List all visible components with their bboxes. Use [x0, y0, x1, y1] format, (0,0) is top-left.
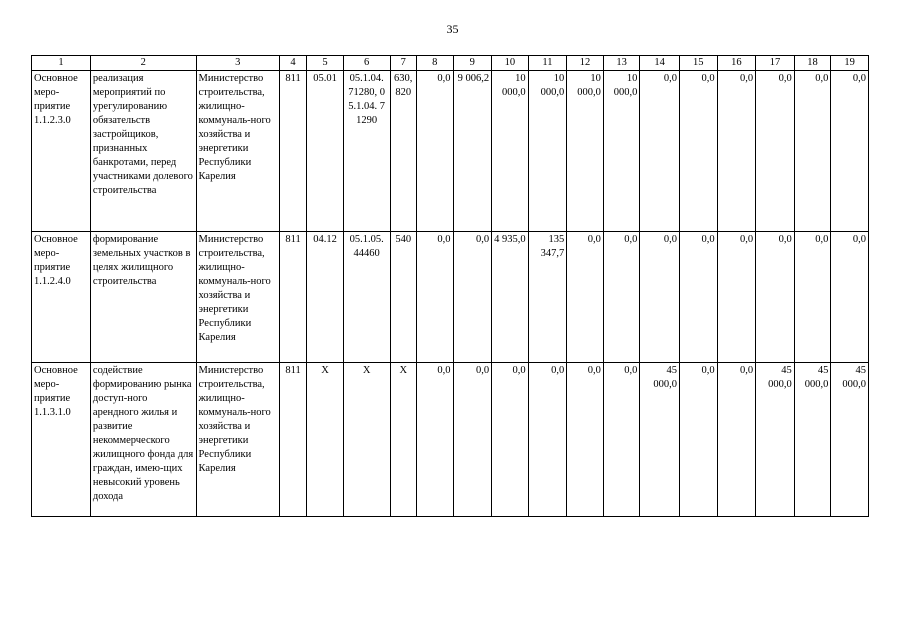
column-header: 16 [717, 56, 756, 71]
table-cell: 540 [390, 232, 416, 363]
table-cell: 0,0 [794, 232, 831, 363]
table-cell: 811 [279, 363, 306, 517]
table-cell: 0,0 [679, 363, 717, 517]
table-cell: 0,0 [416, 71, 453, 232]
table-cell: 0,0 [717, 363, 756, 517]
table-cell: 0,0 [416, 232, 453, 363]
table-cell: 45 000,0 [756, 363, 795, 517]
table-cell: 811 [279, 71, 306, 232]
table-cell: 0,0 [416, 363, 453, 517]
table-cell: 0,0 [679, 232, 717, 363]
column-header: 1 [32, 56, 91, 71]
responsible-executor: Министерство строительства, жилищно-коммуналь-ного хозяйства и энергетики Республики Карелия [196, 232, 279, 363]
column-header: 10 [492, 56, 529, 71]
column-header: 5 [307, 56, 344, 71]
table-cell: 04.12 [307, 232, 344, 363]
column-header: 17 [756, 56, 795, 71]
column-header: 9 [453, 56, 492, 71]
column-header: 11 [528, 56, 567, 71]
column-header: 7 [390, 56, 416, 71]
event-description: содействие формированию рынка доступ-ного арендного жилья и развитие некоммерческого жилищного фонда для граждан, имею-щих невысокий уровень дохода [90, 363, 196, 517]
table-cell: 05.1.05. 44460 [343, 232, 390, 363]
table-cell: 0,0 [603, 232, 640, 363]
column-header: 3 [196, 56, 279, 71]
table-cell: X [307, 363, 344, 517]
column-header: 8 [416, 56, 453, 71]
column-header: 6 [343, 56, 390, 71]
table-cell: 05.1.04. 71280, 05.1.04. 71290 [343, 71, 390, 232]
table-cell: 0,0 [603, 363, 640, 517]
table-cell: 811 [279, 232, 306, 363]
table-cell: 0,0 [640, 232, 680, 363]
table-cell: 0,0 [794, 71, 831, 232]
budget-table [31, 55, 869, 517]
column-header: 14 [640, 56, 680, 71]
column-header: 4 [279, 56, 306, 71]
column-header: 2 [90, 56, 196, 71]
table-cell: 0,0 [831, 71, 869, 232]
event-description: реализация мероприятий по урегулированию обязательств застройщиков, признанных банкротами, перед участниками долевого строительства [90, 71, 196, 232]
table-cell: 10 000,0 [492, 71, 529, 232]
page-number: 35 [446, 22, 459, 36]
event-name: Основное меро-приятие 1.1.2.3.0 [32, 71, 91, 232]
table-cell: 0,0 [831, 232, 869, 363]
table-cell: 0,0 [528, 363, 567, 517]
table-row [32, 363, 869, 517]
event-description: формирование земельных участков в целях жилищного строительства [90, 232, 196, 363]
table-cell: 0,0 [492, 363, 529, 517]
table-cell: 135 347,7 [528, 232, 567, 363]
table-cell: 0,0 [717, 71, 756, 232]
responsible-executor: Министерство строительства, жилищно-коммуналь-ного хозяйства и энергетики Республики Карелия [196, 363, 279, 517]
column-header: 13 [603, 56, 640, 71]
table-cell: 4 935,0 [492, 232, 529, 363]
column-header: 15 [679, 56, 717, 71]
table-cell: 0,0 [679, 71, 717, 232]
event-name: Основное меро-приятие 1.1.3.1.0 [32, 363, 91, 517]
column-header: 19 [831, 56, 869, 71]
table-cell: 0,0 [567, 363, 604, 517]
table-cell: 0,0 [756, 232, 795, 363]
table-row [32, 232, 869, 363]
table-cell: 45 000,0 [794, 363, 831, 517]
table-row [32, 71, 869, 232]
table-cell: 10 000,0 [603, 71, 640, 232]
table-cell: 10 000,0 [567, 71, 604, 232]
column-header: 18 [794, 56, 831, 71]
table-cell: 0,0 [453, 232, 492, 363]
table-cell: 0,0 [567, 232, 604, 363]
table-cell: 45 000,0 [831, 363, 869, 517]
table-cell: 0,0 [640, 71, 680, 232]
column-header: 12 [567, 56, 604, 71]
table-cell: X [390, 363, 416, 517]
table-cell: 630, 820 [390, 71, 416, 232]
table-cell: 9 006,2 [453, 71, 492, 232]
responsible-executor: Министерство строительства, жилищно-коммуналь-ного хозяйства и энергетики Республики Карелия [196, 71, 279, 232]
table-cell: X [343, 363, 390, 517]
table-cell: 45 000,0 [640, 363, 680, 517]
table-cell: 0,0 [756, 71, 795, 232]
table-cell: 0,0 [717, 232, 756, 363]
header-row [32, 56, 869, 71]
table-cell: 10 000,0 [528, 71, 567, 232]
event-name: Основное меро-приятие 1.1.2.4.0 [32, 232, 91, 363]
table-cell: 0,0 [453, 363, 492, 517]
table-cell: 05.01 [307, 71, 344, 232]
